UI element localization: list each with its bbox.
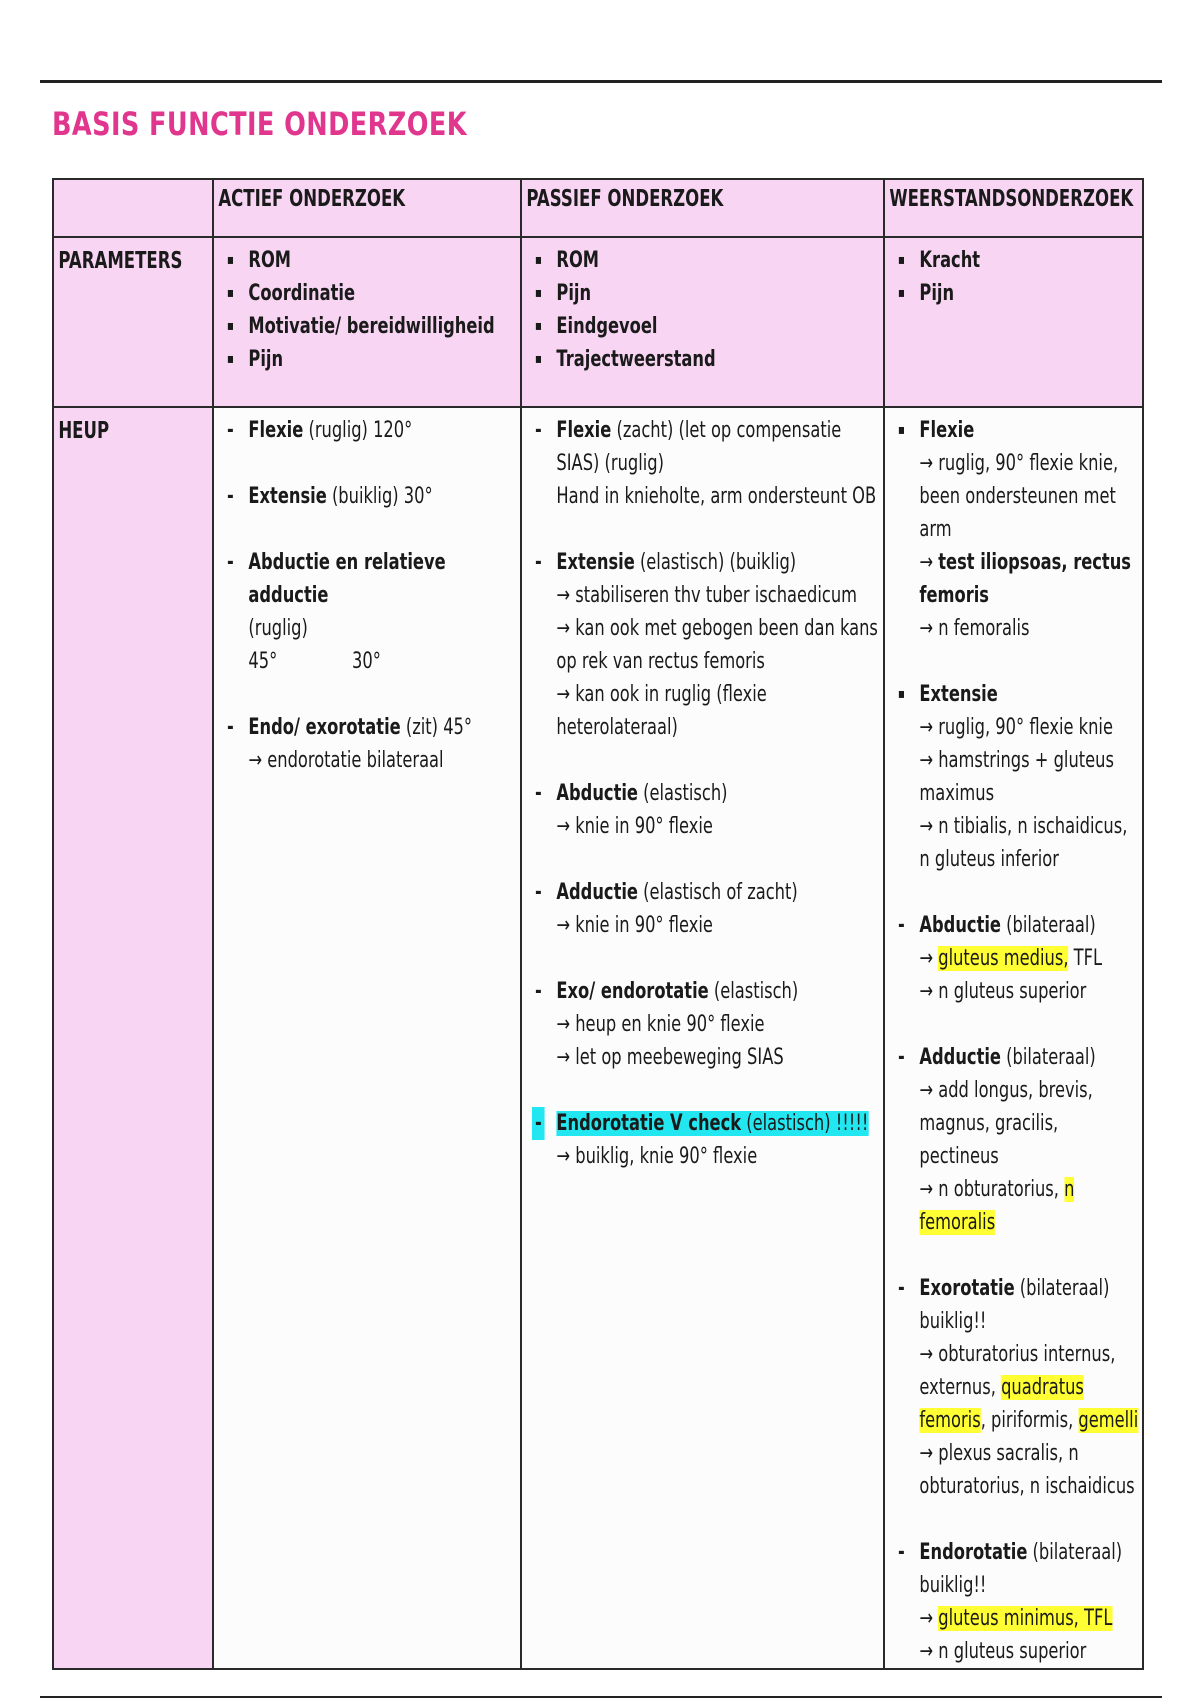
- bottom-rule: [40, 1696, 1162, 1698]
- functie-onderzoek-table: [52, 178, 1144, 1670]
- header-row: [53, 179, 1143, 237]
- list-item: - Flexie (zacht) (let op compensatie SIAS) (ruglig) Hand in knieholte, arm ondersteunt OB: [534, 418, 877, 509]
- header-actief: ACTIEF ONDERZOEK: [213, 179, 521, 237]
- heup-passief-cell: [521, 407, 884, 1669]
- parameters-weerstand-cell: [884, 237, 1143, 407]
- list-item: - Extensie (elastisch) (buiklig) → stabiliseren thv tuber ischaedicum → kan ook met gebogen been dan kans op rek van rectus femoris → kan ook in ruglig (flexie heterolateraal): [534, 550, 878, 740]
- list-item: ▪ Pijn: [897, 281, 955, 306]
- header-weerstand: WEERSTANDSONDERZOEK: [884, 179, 1143, 237]
- page-title: BASIS FUNCTIE ONDERZOEK: [52, 105, 467, 143]
- parameters-passief-cell: [521, 237, 884, 407]
- list-item: - Exo/ endorotatie (elastisch) → heup en knie 90° flexie → let op meebeweging SIAS: [534, 979, 799, 1070]
- row-label-heup: HEUP: [53, 407, 213, 1669]
- parameters-row: [53, 237, 1143, 407]
- header-passief: PASSIEF ONDERZOEK: [521, 179, 884, 237]
- list-item: ▪ Flexie → ruglig, 90° flexie knie, been ondersteunen met arm → test iliopsoas, rectus femoris → n femoralis: [897, 418, 1131, 641]
- list-item: ▪ ROM: [534, 248, 600, 273]
- list-item: - Endorotatie (bilateraal) buiklig!! → gluteus minimus, TFL → n gluteus superior: [897, 1540, 1123, 1664]
- header-empty-cell: [53, 179, 213, 237]
- list-item: - Exorotatie (bilateraal) buiklig!! → obturatorius internus, externus, quadratus femoris, piriformis, gemelli → plexus sacralis, n obturatorius, n ischaidicus: [897, 1276, 1139, 1499]
- list-item: ▪ Extensie → ruglig, 90° flexie knie → hamstrings + gluteus maximus → n tibialis, n ischaidicus, n gluteus inferior: [897, 682, 1128, 872]
- heup-row: [53, 407, 1143, 1669]
- list-item: ▪ ROM: [226, 248, 292, 273]
- list-item: ▪ Motivatie/ bereidwilligheid: [226, 314, 495, 339]
- list-item: ▪ Pijn: [534, 281, 592, 306]
- list-item: ▪ Pijn: [226, 347, 284, 372]
- list-item-endorotatie-check: - Endorotatie V check (elastisch) !!!!! → buiklig, knie 90° flexie: [532, 1107, 883, 1173]
- list-item: ▪ Coordinatie: [226, 281, 355, 306]
- list-item: ▪ Eindgevoel: [534, 314, 658, 339]
- list-item: ▪ Trajectweerstand: [534, 347, 716, 372]
- list-item: - Abductie (elastisch) → knie in 90° flexie: [534, 781, 728, 839]
- list-item: - Abductie (bilateraal) → gluteus medius, TFL → n gluteus superior: [897, 913, 1103, 1004]
- parameters-actief-cell: [213, 237, 521, 407]
- list-item: ▪ Kracht: [897, 248, 981, 273]
- heup-weerstand-cell: [884, 407, 1143, 1669]
- list-item: - Endo/ exorotatie (zit) 45° → endorotatie bilateraal: [226, 715, 473, 773]
- list-item: - Adductie (bilateraal) → add longus, brevis, magnus, gracilis, pectineus → n obturatorius, n femoralis: [897, 1045, 1096, 1235]
- list-item: - Adductie (elastisch of zacht) → knie in 90° flexie: [534, 880, 798, 938]
- list-item: - Flexie (ruglig) 120°: [226, 418, 413, 443]
- row-label-parameters: PARAMETERS: [53, 237, 213, 407]
- list-item: - Abductie en relatieve adductie (ruglig) 45° 30°: [226, 550, 446, 674]
- list-item: - Extensie (buiklig) 30°: [226, 484, 433, 509]
- top-rule: [40, 80, 1162, 83]
- heup-actief-cell: [213, 407, 521, 1669]
